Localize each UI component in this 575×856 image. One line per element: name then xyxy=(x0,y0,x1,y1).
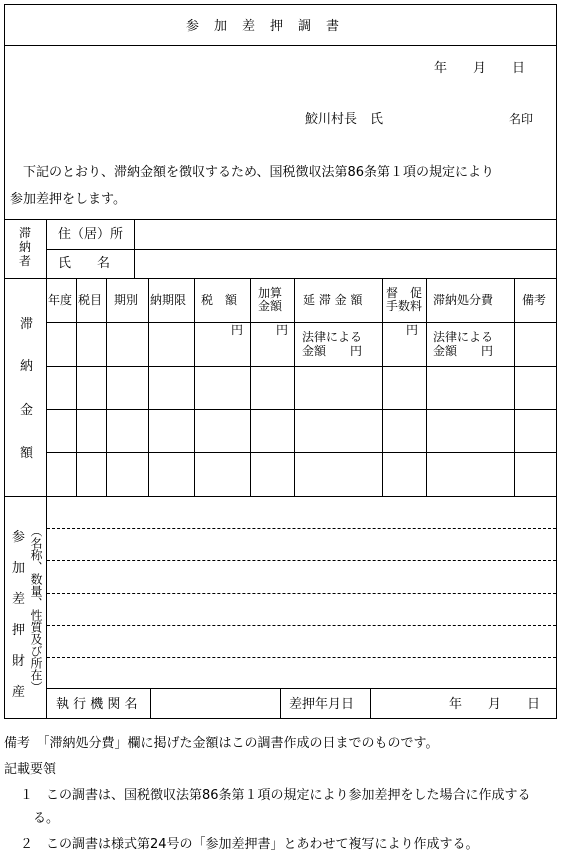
amount-label-char4: 額 xyxy=(20,446,34,461)
header-delinquency: 延 滞 金 額 xyxy=(303,293,363,307)
yen-tax-amount: 円 xyxy=(231,323,244,337)
by-law-delinquency-1: 法律による xyxy=(302,330,363,344)
header-additional-tax-1: 加算 xyxy=(258,286,283,300)
col-line-4 xyxy=(194,278,195,496)
amount-label-char2: 納 xyxy=(20,359,34,374)
frame-top xyxy=(4,4,557,5)
by-law-delinquency-2: 金額 円 xyxy=(302,344,363,358)
taxpayer-block-label: 滞納者 xyxy=(18,226,31,268)
mayor-line: 鮫川村長 氏 xyxy=(305,112,384,127)
property-description-field[interactable] xyxy=(47,497,556,688)
by-law-disposal-1: 法律による xyxy=(433,330,494,344)
header-disposal-cost: 滞納処分費 xyxy=(433,293,494,307)
remark-note: 備考 「滞納処分費」欄に掲げた金額はこの調書作成の日までのものです。 xyxy=(4,736,439,751)
seizure-date-label: 差押年月日 xyxy=(289,697,355,712)
frame-left xyxy=(4,4,5,719)
header-additional-tax-2: 金額 xyxy=(258,299,283,313)
agency-field[interactable] xyxy=(151,689,279,718)
amount-label-divider xyxy=(46,278,47,496)
header-tax-amount: 税 額 xyxy=(201,293,238,307)
note-item-1: １ この調書は、国税徴収法第86条第１項の規定により参加差押をした場合に作成する xyxy=(20,788,531,803)
property-label-char4: 押 xyxy=(12,623,26,638)
seal-mark: 名印 xyxy=(509,112,534,126)
property-label-char3: 差 xyxy=(12,592,26,607)
by-law-disposal-2: 金額 円 xyxy=(433,344,494,358)
row-border-1 xyxy=(46,366,557,367)
amount-top-border xyxy=(4,278,557,279)
yen-additional-tax: 円 xyxy=(276,323,289,337)
header-period: 期別 xyxy=(114,293,139,307)
header-tax-item: 税目 xyxy=(78,293,103,307)
col-line-7 xyxy=(382,278,383,496)
col-line-8 xyxy=(426,278,427,496)
property-label-sub: （名称、数量、性質及び所在） xyxy=(29,525,43,693)
frame-right xyxy=(556,4,557,719)
body-text-line1: 下記のとおり、滞納金額を徴収するため、国税徴収法第86条第１項の規定により xyxy=(10,165,495,180)
date-line: 年 月 日 xyxy=(434,61,526,76)
col-line-1 xyxy=(76,278,77,496)
execution-div-3 xyxy=(370,688,371,719)
header-year: 年度 xyxy=(48,293,73,307)
property-label-char2: 加 xyxy=(12,561,26,576)
taxpayer-address-field[interactable] xyxy=(135,220,556,248)
seizure-date-value[interactable]: 年 月 日 xyxy=(449,697,541,712)
header-supervision-fee-1: 督 促 xyxy=(386,286,423,300)
taxpayer-name-field[interactable] xyxy=(135,250,556,277)
amount-label-char3: 金 xyxy=(20,403,34,418)
row-border-2 xyxy=(46,409,557,410)
notes-heading: 記載要領 xyxy=(4,762,57,777)
col-line-2 xyxy=(106,278,107,496)
header-row-border xyxy=(46,322,557,323)
col-line-5 xyxy=(250,278,251,496)
taxpayer-address-label: 住（居）所 xyxy=(58,227,124,242)
execution-top-border xyxy=(46,688,557,689)
form-title: 参 加 差 押 調 書 xyxy=(186,19,341,34)
col-line-6 xyxy=(294,278,295,496)
title-divider xyxy=(4,45,557,46)
note-item-1-cont: る。 xyxy=(33,811,60,826)
header-due-date: 納期限 xyxy=(150,293,187,307)
col-line-3 xyxy=(148,278,149,496)
property-label-char1: 参 xyxy=(12,530,26,545)
agency-label: 執 行 機 関 名 xyxy=(56,697,138,712)
col-line-9 xyxy=(514,278,515,496)
row-border-3 xyxy=(46,452,557,453)
execution-div-2 xyxy=(280,688,281,719)
note-item-2: ２ この調書は様式第24号の「参加差押書」とあわせて複写により作成する。 xyxy=(20,837,479,852)
header-remarks: 備考 xyxy=(522,293,547,307)
yen-supervision-fee: 円 xyxy=(406,323,419,337)
body-text-line2: 参加差押をします。 xyxy=(10,192,126,207)
property-label-char6: 産 xyxy=(12,685,26,700)
header-supervision-fee-2: 手数料 xyxy=(386,299,423,313)
property-label-char5: 財 xyxy=(12,654,26,669)
taxpayer-name-label: 氏 名 xyxy=(58,256,111,271)
amount-label-char1: 滞 xyxy=(20,317,34,332)
